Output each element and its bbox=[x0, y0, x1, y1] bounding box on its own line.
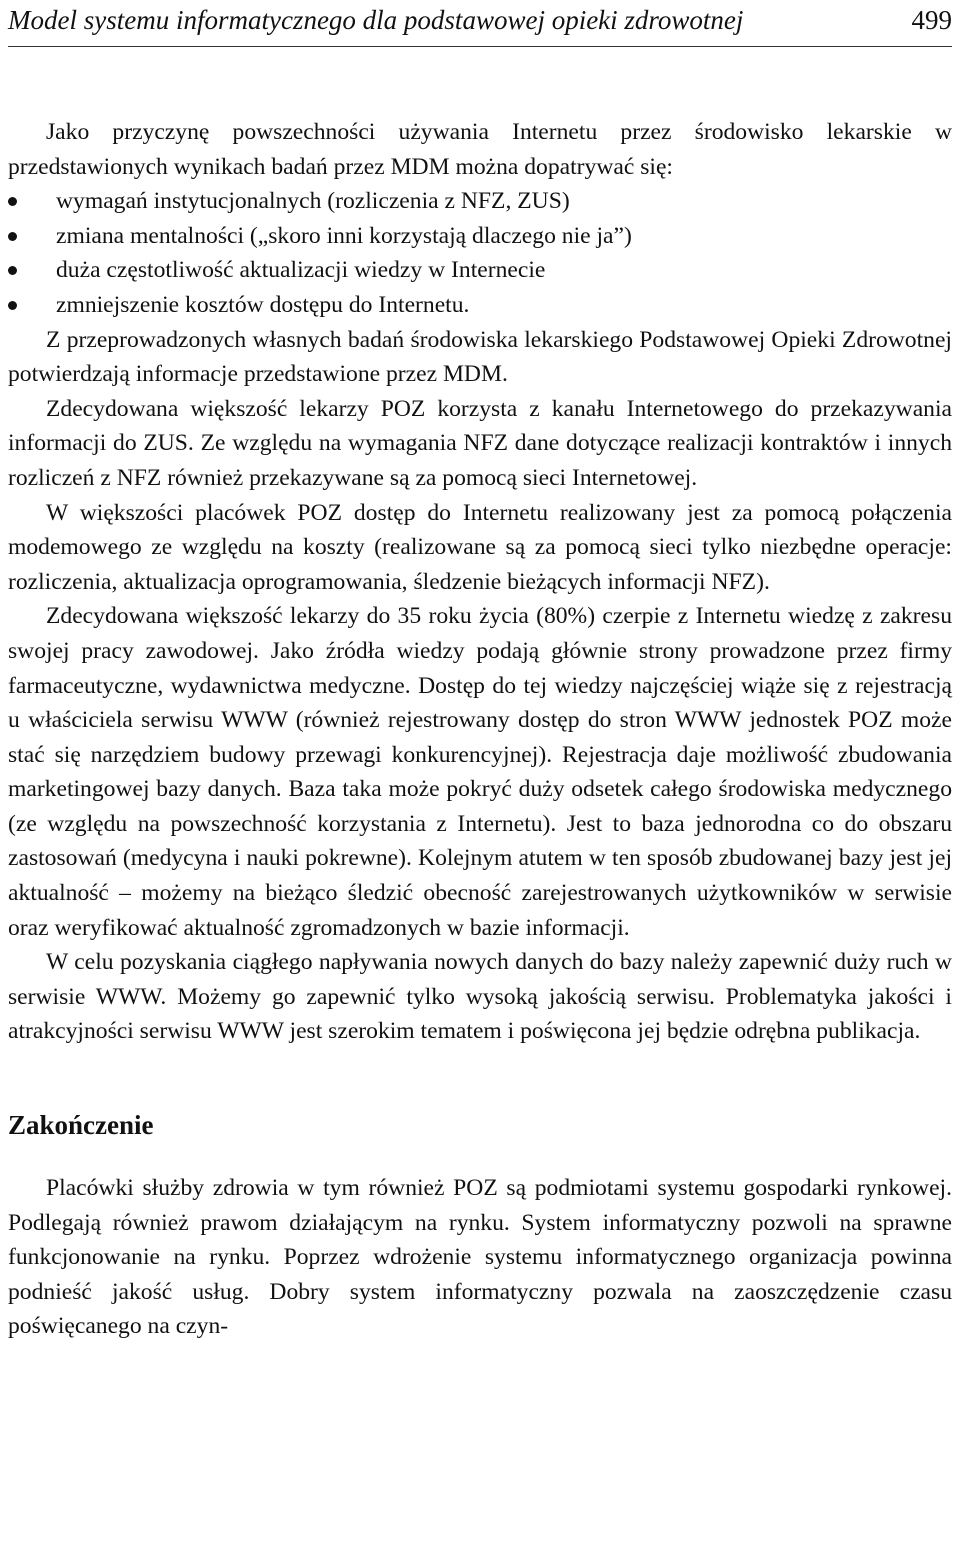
paragraph: Zdecydowana większość lekarzy POZ korzysta z kanału Internetowego do przekazywania informacji do ZUS. Ze względu na wymagania NFZ dane dotyczące realizacji kontraktów i innych rozliczeń z NFZ również przekazywane są za pomocą sieci Internetowej. bbox=[8, 395, 952, 491]
document-page bbox=[8, 0, 952, 1344]
paragraph: W celu pozyskania ciągłego napływania nowych danych do bazy należy zapewnić duży ruch w serwisie WWW. Możemy go zapewnić tylko wysoką jakością serwisu. Problematyka jakości i atrakcyjności serwisu WWW jest szerokim tematem i poświęcona jej będzie odrębna publikacja. bbox=[8, 949, 952, 1045]
running-title: Model systemu informatycznego dla podstawowej opieki zdrowotnej bbox=[8, 5, 744, 35]
bullet-item bbox=[8, 253, 952, 288]
bullet-list bbox=[8, 184, 952, 322]
running-header bbox=[8, 0, 952, 47]
section-heading: Zakończenie bbox=[8, 1110, 154, 1141]
bullet-item bbox=[8, 219, 952, 254]
paragraph: Zdecydowana większość lekarzy do 35 roku życia (80%) czerpie z Internetu wiedzę z zakresu swojej pracy zawodowej. Jako źródła wiedzy podają głównie strony prowadzone przez firmy farmaceutyczne, wydawnictwa medyczne. Dostęp do tej wiedzy najczęściej wiąże się z rejestracją u właściciela serwisu WWW (również rejestrowany dostęp do stron WWW jednostek POZ może stać się narzędziem budowy przewagi konkurencyjnej). Rejestracja daje możliwość zbudowania marketingowej bazy danych. Baza taka może pokryć duży odsetek całego środowiska medycznego (ze względu na powszechność korzystania z Internetu). Jest to baza jednorodna co do obszaru zastosowań (medycyna i nauki pokrewne). Kolejnym atutem w ten sposób zbudowanej bazy jest jej aktualność – możemy na bieżąco śledzić obecność zarejestrowanych użytkowników w serwisie oraz weryfikować aktualność zgromadzonych w bazie informacji. bbox=[8, 603, 952, 941]
paragraph: Z przeprowadzonych własnych badań środowiska lekarskiego Podstawowej Opieki Zdrowotnej potwierdzają informacje przedstawione przez MDM. bbox=[8, 326, 952, 388]
bullet-icon bbox=[8, 301, 17, 310]
bullet-text: zmiana mentalności („skoro inni korzystają dlaczego nie ja”) bbox=[56, 222, 632, 249]
paragraph: W większości placówek POZ dostęp do Internetu realizowany jest za pomocą połączenia modemowego ze względu na koszty (realizowane są za pomocą sieci tylko niezbędne operacje: rozliczenia, aktualizacja oprogramowania, śledzenie bieżących informacji NFZ). bbox=[8, 499, 952, 595]
bullet-icon bbox=[8, 197, 17, 206]
section-paragraph: Placówki służby zdrowia w tym również POZ są podmiotami systemu gospodarki rynkowej. Podlegają również prawom działającym na rynku. System informatyczny pozwoli na sprawne funkcjonowanie na rynku. Poprzez wdrożenie systemu informatycznego organizacja powinna podnieść jakość usług. Dobry system informatyczny pozwala na zaoszczędzenie czasu poświęcanego na czyn- bbox=[8, 1175, 952, 1340]
page-number: 499 bbox=[911, 5, 952, 35]
bullet-text: wymagań instytucjonalnych (rozliczenia z NFZ, ZUS) bbox=[56, 188, 570, 215]
bullet-text: zmniejszenie kosztów dostępu do Internetu. bbox=[56, 291, 470, 318]
intro-paragraph: Jako przyczynę powszechności używania Internetu przez środowisko lekarskie w przedstawionych wynikach badań przez MDM można dopatrywać się: bbox=[8, 119, 952, 180]
bullet-item bbox=[8, 288, 952, 323]
bullet-item bbox=[8, 184, 952, 219]
body-text bbox=[8, 115, 952, 1344]
bullet-text: duża częstotliwość aktualizacji wiedzy w Internecie bbox=[56, 257, 546, 284]
bullet-icon bbox=[8, 232, 17, 241]
bullet-icon bbox=[8, 266, 17, 275]
